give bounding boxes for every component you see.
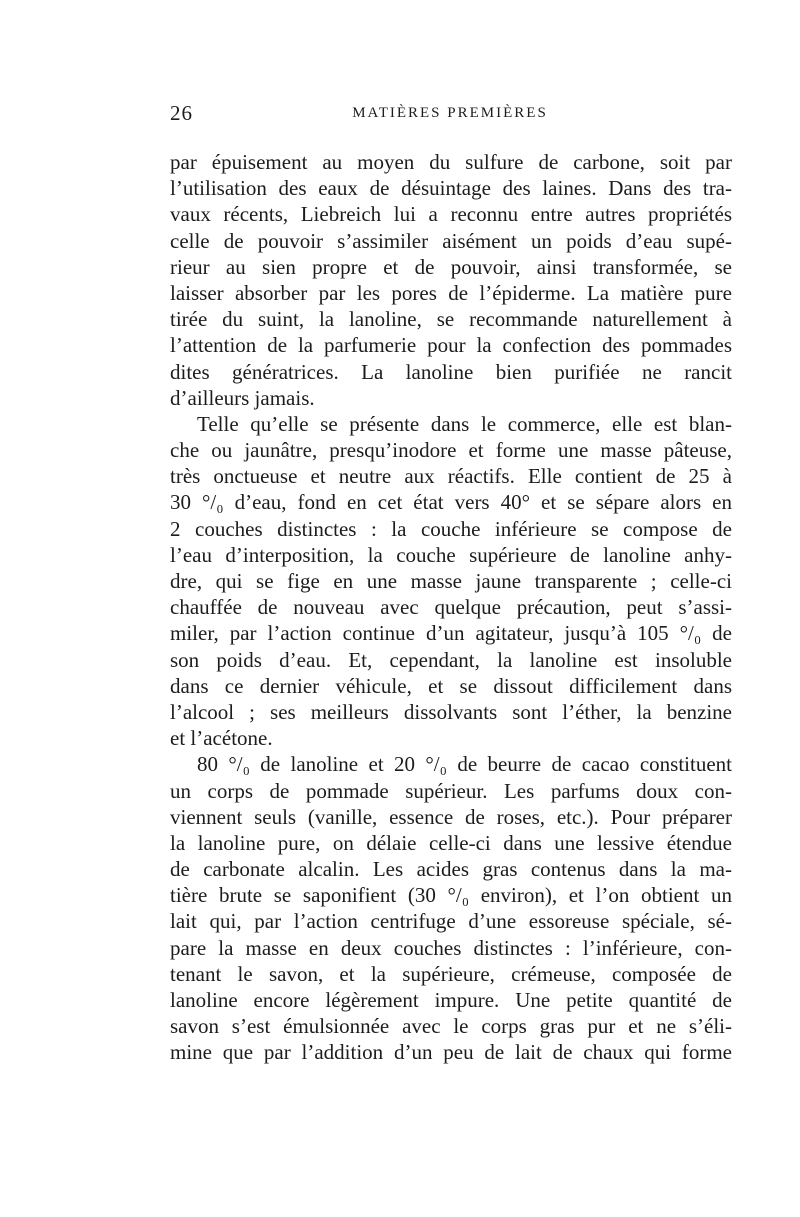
text-line: pare la masse en deux couches distinctes : l’inférieure, con-: [170, 935, 732, 960]
text-line: 80 °/₀ de lanoline et 20 °/₀ de beurre de cacao constituent: [197, 752, 732, 777]
text-line: un corps de pommade supérieur. Les parfums doux con-: [170, 778, 732, 803]
text-line: l’attention de la parfumerie pour la confection des pommades: [170, 333, 732, 358]
text-line: et l’acétone.: [170, 726, 273, 751]
text-line: très onctueuse et neutre aux réactifs. Elle contient de 25 à: [170, 464, 732, 489]
text-line: dans ce dernier véhicule, et se dissout difficilement dans: [170, 673, 732, 698]
text-line: dites génératrices. La lanoline bien purifiée ne rancit: [170, 359, 732, 384]
text-line: chauffée de nouveau avec quelque précaution, peut s’assi-: [170, 595, 732, 620]
text-line: l’eau d’interposition, la couche supérieure de lanoline anhy-: [170, 542, 732, 567]
text-line: lait qui, par l’action centrifuge d’une essoreuse spéciale, sé-: [170, 909, 732, 934]
text-line: l’utilisation des eaux de désuintage des laines. Dans des tra-: [170, 176, 732, 201]
text-line: mine que par l’addition d’un peu de lait de chaux qui forme: [170, 1040, 732, 1065]
text-line: par épuisement au moyen du sulfure de carbone, soit par: [170, 150, 732, 174]
page-number: 26: [170, 101, 193, 125]
text-line: miler, par l’action continue d’un agitateur, jusqu’à 105 °/₀ de: [170, 621, 732, 646]
text-line: son poids d’eau. Et, cependant, la lanoline est insoluble: [170, 647, 732, 672]
text-line: savon s’est émulsionnée avec le corps gras pur et ne s’éli-: [170, 1014, 732, 1039]
text-line: rieur au sien propre et de pouvoir, ainsi transformée, se: [170, 254, 732, 279]
text-line: laisser absorber par les pores de l’épiderme. La matière pure: [170, 280, 732, 305]
text-line: tirée du suint, la lanoline, se recommande naturellement à: [170, 307, 732, 332]
text-line: lanoline encore légèrement impure. Une petite quantité de: [170, 988, 732, 1012]
text-line: l’alcool ; ses meilleurs dissolvants sont l’éther, la benzine: [170, 699, 732, 724]
text-line: vaux récents, Liebreich lui a reconnu entre autres propriétés: [170, 202, 732, 227]
page-header: [170, 101, 730, 131]
body-text: [170, 149, 732, 1066]
text-line: tière brute se saponifient (30 °/₀ environ), et l’on obtient un: [170, 883, 732, 908]
text-line: 2 couches distinctes : la couche inférieure se compose de: [170, 516, 732, 541]
running-title: MATIÈRES PREMIÈRES: [352, 105, 548, 121]
text-line: 30 °/₀ d’eau, fond en cet état vers 40° et se sépare alors en: [170, 490, 732, 515]
text-line: dre, qui se fige en une masse jaune transparente ; celle-ci: [170, 569, 732, 593]
text-line: la lanoline pure, on délaie celle-ci dans une lessive étendue: [170, 830, 732, 855]
text-line: tenant le savon, et la supérieure, crémeuse, composée de: [170, 961, 732, 986]
text-line: de carbonate alcalin. Les acides gras contenus dans la ma-: [170, 857, 732, 882]
text-line: Telle qu’elle se présente dans le commerce, elle est blan-: [197, 411, 732, 436]
text-line: d’ailleurs jamais.: [170, 385, 315, 410]
text-line: celle de pouvoir s’assimiler aisément un poids d’eau supé-: [170, 228, 732, 253]
text-line: viennent seuls (vanille, essence de roses, etc.). Pour préparer: [170, 804, 732, 829]
text-line: che ou jaunâtre, presqu’inodore et forme une masse pâteuse,: [170, 438, 732, 463]
